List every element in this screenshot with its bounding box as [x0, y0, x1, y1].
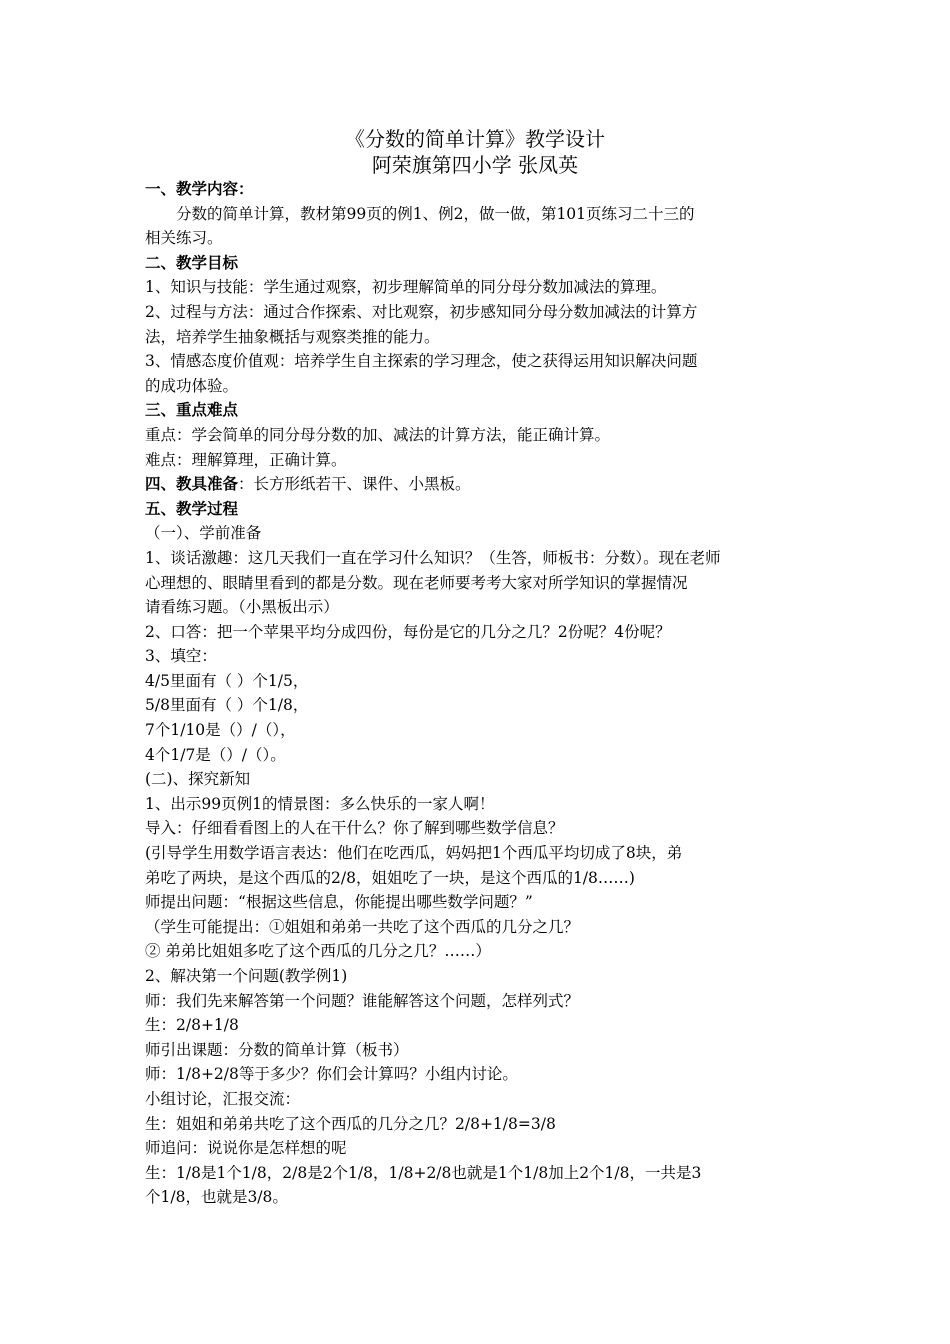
paragraph-line: 3、填空： [145, 647, 217, 666]
paragraph-line: 的成功体验。 [145, 376, 239, 395]
paragraph-line: 导入：仔细看看图上的人在干什么？你了解到哪些数学信息？ [145, 819, 564, 838]
paragraph-line: 心理想的、眼睛里看到的都是分数。现在老师要考考大家对所学知识的掌握情况 [145, 573, 688, 592]
paragraph-line: （一）、学前准备 [145, 524, 262, 543]
paragraph-line: 5/8里面有（ ）个1/8， [145, 696, 309, 715]
paragraph-line: 重点：学会简单的同分母分数的加、减法的计算方法，能正确计算。 [145, 425, 611, 444]
document-author: 阿荣旗第四小学 张凤英 [371, 153, 579, 177]
paragraph-line: 生：1/8是1个1/8，2/8是2个1/8，1/8+2/8也就是1个1/8加上2个1/8，一共是3 [145, 1163, 702, 1182]
heading-detail: ：长方形纸若干、课件、小黑板。 [238, 475, 471, 494]
paragraph-line: 师引出课题：分数的简单计算（板书） [145, 1040, 409, 1059]
paragraph-line: 相关练习。 [145, 229, 223, 248]
paragraph-line: 4个1/7是（）/（）。 [145, 745, 286, 764]
paragraph-line: （学生可能提出：①姐姐和弟弟一共吃了这个西瓜的几分之几？ [145, 917, 580, 936]
paragraph-line: 个1/8，也就是3/8。 [145, 1188, 288, 1207]
paragraph-line: 2、解决第一个问题(教学例1) [145, 967, 348, 985]
paragraph-line: 2、过程与方法：通过合作探索、对比观察，初步感知同分母分数加减法的计算方 [145, 302, 698, 321]
paragraph-line: 师：1/8+2/8等于多少？你们会计算吗？小组内讨论。 [145, 1065, 518, 1084]
paragraph-line: 小组讨论，汇报交流： [145, 1089, 301, 1108]
paragraph-line: 1、出示99页例1的情景图：多么快乐的一家人啊！ [145, 794, 495, 813]
paragraph-line: 难点：理解算理，正确计算。 [145, 450, 347, 469]
section-heading: 五、教学过程 [145, 498, 239, 518]
paragraph-line: ② 弟弟比姐姐多吃了这个西瓜的几分之几？……） [145, 942, 491, 961]
paragraph-line: 弟吃了两块，是这个西瓜的2/8，姐姐吃了一块，是这个西瓜的1/8……) [145, 868, 635, 887]
section-heading: 四、教具准备 [145, 474, 239, 494]
paragraph-line: 2、口答：把一个苹果平均分成四份，每份是它的几分之几？2份呢？4份呢？ [145, 622, 671, 641]
paragraph-line: 4/5里面有（ ）个1/5， [145, 671, 309, 690]
paragraph-line: 生：2/8+1/8 [145, 1016, 239, 1035]
paragraph-line: 生：姐姐和弟弟共吃了这个西瓜的几分之几？2/8+1/8=3/8 [145, 1114, 556, 1133]
paragraph-line: 3、情感态度价值观：培养学生自主探索的学习理念，使之获得运用知识解决问题 [145, 352, 698, 371]
paragraph-line: 分数的简单计算，教材第99页的例1、例2，做一做，第101页练习二十三的 [176, 204, 695, 223]
paragraph-line: 师追问：说说你是怎样想的呢 [145, 1139, 347, 1158]
paragraph-line: 1、知识与技能：学生通过观察，初步理解简单的同分母分数加减法的算理。 [145, 278, 667, 297]
section-heading: 三、重点难点 [145, 400, 239, 420]
paragraph-line: 师：我们先来解答第一个问题？谁能解答这个问题，怎样列式？ [145, 991, 580, 1010]
paragraph-line: (二)、探究新知 [145, 770, 251, 789]
paragraph-line: 7个1/10是（）/（）， [145, 721, 296, 740]
section-heading: 一、教学内容： [145, 179, 254, 198]
paragraph-line: 法，培养学生抽象概括与观察类推的能力。 [145, 327, 440, 346]
section-heading: 二、教学目标 [145, 252, 239, 272]
document-body [145, 177, 813, 1210]
paragraph-line: 请看练习题。（小黑板出示） [145, 598, 339, 617]
paragraph-line: 1、谈话激趣：这几天我们一直在学习什么知识？（生答，师板书：分数）。现在老师 [145, 548, 721, 567]
paragraph-line: (引导学生用数学语言表达：他们在吃西瓜，妈妈把1个西瓜平均切成了8块，弟 [145, 844, 683, 863]
document-title: 《分数的简单计算》教学设计 [345, 127, 605, 151]
paragraph-line: 师提出问题：“根据这些信息，你能提出哪些数学问题？” [145, 893, 533, 912]
paragraph-line [145, 472, 813, 497]
